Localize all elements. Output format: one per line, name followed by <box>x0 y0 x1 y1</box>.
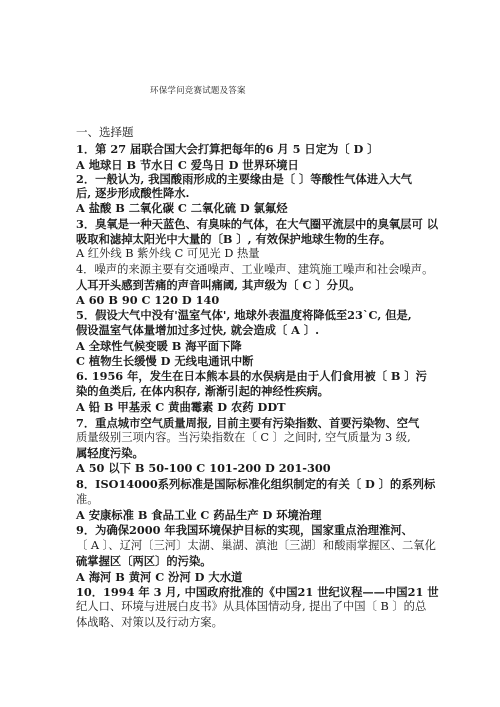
question-1-options: A 地球日 B 节水日 C 爱鸟日 D 世界环境日 <box>76 158 299 172</box>
question-10-cont: 纪人口、环境与进展白皮书》从具体国情动身, 提出了中国〔 B 〕的总 <box>76 600 427 613</box>
question-8: 8．ISO14000系列标准是国际标准化组织制定的有关〔 D 〕的系列标 <box>76 477 436 491</box>
question-7: 7．重点城市空气质量周报, 目前主要有污染指数、首要污染物、空气 <box>76 416 420 430</box>
question-3-options: A 红外线 B 紫外线 C 可见光 D 热量 <box>76 247 260 260</box>
question-4-options: A 60 B 90 C 120 D 140 <box>76 293 220 307</box>
question-8-options: A 安康标准 B 食品工业 C 药品生产 D 环境治理 <box>76 508 322 522</box>
question-2-options: A 盐酸 B 二氧化碳 C 二氧化硫 D 氯氟烃 <box>76 201 288 215</box>
question-5-options-cd: C 植物生长缓慢 D 无线电通讯中断 <box>76 354 254 368</box>
question-6-cont: 染的鱼类后, 在体内积存, 渐渐引起的神经性疾病。 <box>76 384 329 398</box>
question-4: 4．噪声的来源主要有交通噪声、工业噪声、建筑施工噪声和社会噪声。 <box>76 263 434 276</box>
question-9: 9．为确保2000 年我国环境保护目标的实现，国家重点治理淮河、 <box>76 523 413 537</box>
question-9-cont: 〔 A 〕、辽河〔三河〕太湖、巢湖、滇池〔三湖〕和酸雨掌握区、二氧化 <box>76 539 436 552</box>
question-10-cont-2: 体战略、对策以及行动方案。 <box>76 616 223 629</box>
question-2: 2．一般认为, 我国酸雨形成的主要缘由是〔 〕等酸性气体进入大气 <box>76 172 412 186</box>
question-4-cont: 人耳开头感到苦痛的声音叫痛阈, 其声级为〔 C 〕分贝。 <box>76 278 361 292</box>
question-7-cont: 质量级别三项内容。当污染指数在〔 C 〕之间时, 空气质量为 3 级, <box>76 431 411 444</box>
question-5-options-ab: A 全球性气候变暖 B 海平面下降 <box>76 339 242 353</box>
question-6-options: A 铅 B 甲基汞 C 黄曲霉素 D 农药 DDT <box>76 400 286 414</box>
question-8-cont: 准。 <box>76 493 99 506</box>
section-heading: 一、选择题 <box>76 125 134 139</box>
question-1: 1．第 27 届联合国大会打算把每年的6 月 5 日定为〔 D 〕 <box>76 142 379 156</box>
document-title: 环保学问竞赛试题及答案 <box>150 86 246 96</box>
question-7-options: A 50 以下 B 50-100 C 101-200 D 201-300 <box>76 461 331 475</box>
question-9-options: A 海河 B 黄河 C 汾河 D 大水道 <box>76 570 243 584</box>
question-6: 6. 1956 年，发生在日本熊本县的水俣病是由于人们食用被〔 B 〕污 <box>76 369 427 383</box>
question-5-cont: 假设温室气体量增加过多过快, 就会造成〔 A 〕. <box>76 323 320 337</box>
question-10: 10．1994 年 3 月, 中国政府批准的《中国21 世纪议程——中国21 世 <box>76 585 439 599</box>
question-3: 3．臭氧是一种天蓝色、有臭味的气体，在大气圈平流层中的臭氧层可 以 <box>76 217 438 231</box>
question-3-cont: 吸取和滤掉太阳光中大量的〔B 〕, 有效保护地球生物的生存。 <box>76 232 392 246</box>
question-7-cont-2: 属轻度污染。 <box>76 446 144 460</box>
question-9-cont-2: 硫掌握区〔两区〕的污染。 <box>76 554 212 568</box>
question-5: 5．假设大气中没有'温室气体', 地球外表温度将降低至23`C, 但是, <box>76 308 412 322</box>
question-2-cont: 后, 逐步形成酸性降水. <box>76 186 190 200</box>
